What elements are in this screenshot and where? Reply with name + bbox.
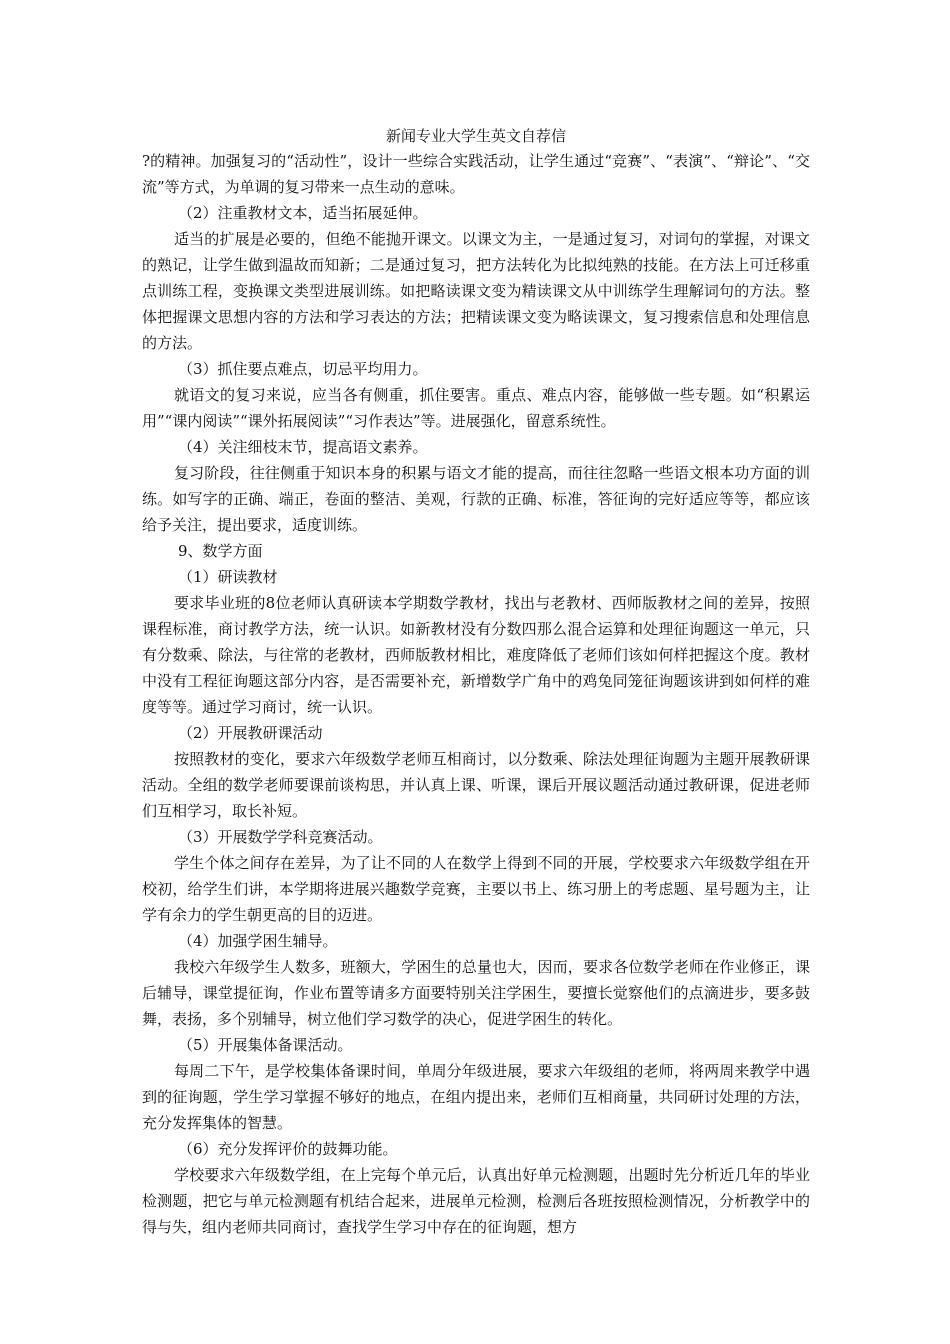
body-paragraph: 每周二下午，是学校集体备课时间，单周分年级进展，要求六年级组的老师，将两周来教学中遇到的征询题，学生学习掌握不够好的地点，在组内提出来，老师们互相商量，共同研讨处理的方法，充分发挥集体的智慧。 [142, 1062, 810, 1132]
body-paragraph: ?的精神。加强复习的“活动性”，设计一些综合实践活动，让学生通过“竞赛”、“表演”、“辩论”、“交流”等方式，为单调的复习带来一点生动的意味。 [142, 152, 810, 196]
section-heading: （3）开展数学学科竞赛活动。 [178, 828, 383, 846]
section-heading: （4）加强学困生辅导。 [178, 932, 338, 950]
document-title: 新闻专业大学生英文自荐信 [385, 127, 566, 145]
document-page [142, 126, 810, 1240]
body-paragraph: 复习阶段，往往侧重于知识本身的积累与语文才能的提高，而往往忽略一些语文根本功方面的训练。如写字的正确、端正，卷面的整洁、美观，行款的正确、标准，答征询的完好适应等等，都应该给予关注，提出要求，适度训练。 [142, 464, 810, 534]
body-paragraph: 学生个体之间存在差异，为了让不同的人在数学上得到不同的开展，学校要求六年级数学组在开校初，给学生们讲，本学期将进展兴趣数学竞赛，主要以书上、练习册上的考虑题、星号题为主，让学有余力的学生朝更高的目的迈进。 [142, 854, 810, 924]
section-heading: （5）开展集体备课活动。 [178, 1036, 353, 1054]
section-heading: （2）注重教材文本，适当拓展延伸。 [178, 204, 428, 222]
body-paragraph: 按照教材的变化，要求六年级数学老师互相商讨，以分数乘、除法处理征询题为主题开展教研课活动。全组的数学老师要课前谈构思，并认真上课、听课，课后开展议题活动通过教研课，促进老师们互相学习，取长补短。 [142, 750, 810, 820]
body-paragraph: 要求毕业班的8位老师认真研读本学期数学教材，找出与老教材、西师版教材之间的差异，按照课程标准，商讨教学方法，统一认识。如新教材没有分数四那么混合运算和处理征询题这一单元，只有分数乘、除法，与往常的老教材，西师版教材相比，难度降低了老师们该如何样把握这个度。教材中没有工程征询题这部分内容，是否需要补充，新增数学广角中的鸡兔同笼征询题该讲到如何样的难度等等。通过学习商讨，统一认识。 [142, 594, 810, 716]
body-paragraph: 我校六年级学生人数多，班额大，学困生的总量也大，因而，要求各位数学老师在作业修正，课后辅导，课堂提征询，作业布置等请多方面要特别关注学困生，要擅长觉察他们的点滴进步，要多鼓舞，表扬，多个别辅导，树立他们学习数学的决心，促进学困生的转化。 [142, 958, 810, 1028]
section-heading: 9、数学方面 [178, 542, 263, 560]
section-heading: （4）关注细枝末节，提高语文素养。 [178, 438, 428, 456]
section-heading: （6）充分发挥评价的鼓舞功能。 [178, 1140, 398, 1158]
document-body [142, 148, 810, 1240]
section-heading: （2）开展教研课活动 [178, 724, 323, 742]
body-paragraph: 学校要求六年级数学组，在上完每个单元后，认真出好单元检测题，出题时先分析近几年的毕业检测题，把它与单元检测题有机结合起来，进展单元检测，检测后各班按照检测情况，分析教学中的得与失，组内老师共同商讨，查找学生学习中存在的征询题，想方 [142, 1166, 810, 1236]
section-heading: （1）研读教材 [178, 568, 278, 586]
section-heading: （3）抓住要点难点，切忌平均用力。 [178, 360, 428, 378]
body-paragraph: 就语文的复习来说，应当各有侧重，抓住要害。重点、难点内容，能够做一些专题。如“积累运用”“课内阅读”“课外拓展阅读”“习作表达”等。进展强化，留意系统性。 [142, 386, 810, 430]
body-paragraph: 适当的扩展是必要的，但绝不能抛开课文。以课文为主，一是通过复习，对词句的掌握，对课文的熟记，让学生做到温故而知新；二是通过复习，把方法转化为比拟纯熟的技能。在方法上可迁移重点训练工程，变换课文类型进展训练。如把略读课文变为精读课文从中训练学生理解词句的方法。整体把握课文思想内容的方法和学习表达的方法；把精读课文变为略读课文，复习搜索信息和处理信息的方法。 [142, 230, 810, 352]
